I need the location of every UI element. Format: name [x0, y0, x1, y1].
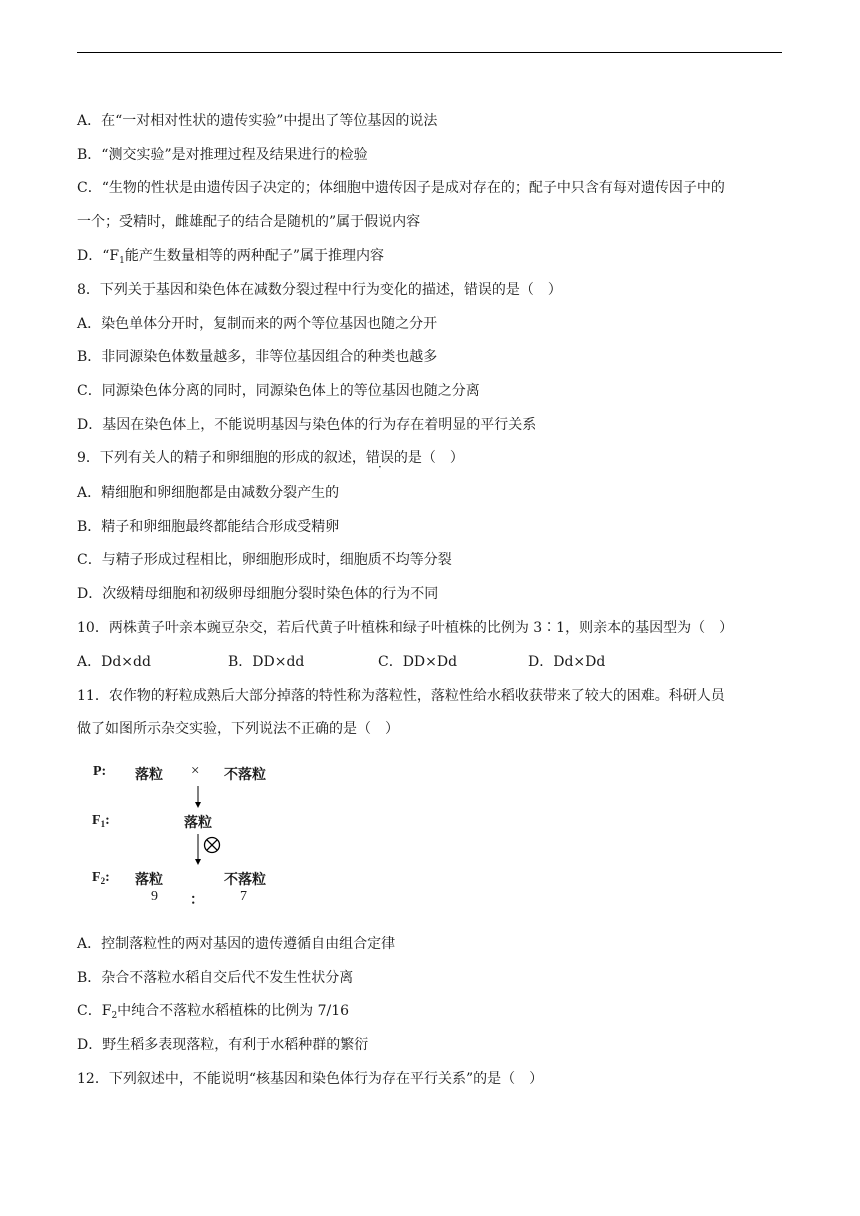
- q7-option-d-sub: 1: [119, 256, 125, 266]
- p-left-phenotype: 落粒: [135, 768, 163, 783]
- q10-option-a[interactable]: A．Dd×dd: [77, 654, 151, 670]
- f2-ratio-left: 9: [151, 889, 158, 904]
- q7-option-b[interactable]: B．“测交实验”是对推理过程及结果进行的检验: [77, 147, 368, 163]
- q11-stem-line1: 11．农作物的籽粒成熟后大部分掉落的特性称为落粒性，落粒性给水稻收获带来了较大的困难。科研人员: [77, 688, 725, 704]
- selfing-symbol-icon: [205, 838, 220, 853]
- q7-option-c-line2[interactable]: 一个；受精时，雌雄配子的结合是随机的”属于假说内容: [77, 214, 421, 230]
- cross-diagram: [90, 760, 290, 910]
- q8-option-b[interactable]: B．非同源染色体数量越多，非等位基因组合的种类也越多: [77, 349, 438, 365]
- q9-option-d[interactable]: D．次级精母细胞和初级卵母细胞分裂时染色体的行为不同: [77, 586, 439, 602]
- q11-option-b[interactable]: B．杂合不落粒水稻自交后代不发生性状分离: [77, 970, 354, 986]
- f2-generation-label: $F_2$:: [92, 870, 110, 886]
- p-right-phenotype: 不落粒: [224, 768, 266, 783]
- q11-option-c[interactable]: [77, 1001, 349, 1026]
- q7-option-c-line1[interactable]: C．“生物的性状是由遗传因子决定的；体细胞中遗传因子是成对存在的；配子中只含有每对遗传因子中的: [77, 180, 725, 196]
- f1-phenotype: 落粒: [184, 816, 212, 831]
- q10-option-d[interactable]: D．Dd×Dd: [528, 654, 606, 670]
- q9-stem: [77, 448, 464, 468]
- q12-stem: 12．下列叙述中，不能说明“核基因和染色体行为存在平行关系”的是（ ）: [77, 1071, 544, 1087]
- q11-option-a[interactable]: A．控制落粒性的两对基因的遗传遵循自由组合定律: [77, 936, 396, 952]
- f2-left-phenotype: 落粒: [135, 873, 163, 888]
- q10-option-c[interactable]: C．DD×Dd: [378, 654, 458, 670]
- q8-stem: 8．下列关于基因和染色体在减数分裂过程中行为变化的描述，错误的是（ ）: [77, 282, 562, 298]
- q11-stem-line2: 做了如图所示杂交实验，下列说法不正确的是（ ）: [77, 721, 399, 737]
- q7-option-a[interactable]: A．在“一对相对性状的遗传实验”中提出了等位基因的说法: [77, 113, 438, 129]
- q9-option-b[interactable]: B．精子和卵细胞最终都能结合形成受精卵: [77, 519, 340, 535]
- q10-option-b[interactable]: B．DD×dd: [228, 654, 305, 670]
- q11-option-d[interactable]: D．野生稻多表现落粒，有利于水稻种群的繁衍: [77, 1037, 369, 1053]
- q9-stem-emphasis: 错误: [365, 450, 394, 466]
- q9-stem-post: 的是（ ）: [393, 450, 464, 466]
- q7-option-d[interactable]: [77, 246, 384, 271]
- q8-option-c[interactable]: C．同源染色体分离的同时，同源染色体上的等位基因也随之分离: [77, 383, 480, 399]
- f2-right-phenotype: 不落粒: [224, 873, 266, 888]
- p-generation-label: P:: [93, 764, 107, 779]
- q7-option-d-pre: D．“F: [77, 248, 120, 264]
- q10-options: [77, 652, 605, 672]
- f2-ratio-right: 7: [240, 889, 247, 904]
- q9-option-c[interactable]: C．与精子形成过程相比，卵细胞形成时，细胞质不均等分裂: [77, 552, 452, 568]
- q7-option-d-post: 能产生数量相等的两种配子”属于推理内容: [124, 248, 384, 264]
- q11-option-c-post: 中纯合不落粒水稻植株的比例为 7/16: [117, 1003, 350, 1019]
- q8-option-d[interactable]: D．基因在染色体上，不能说明基因与染色体的行为存在着明显的平行关系: [77, 417, 537, 433]
- f1-generation-label: $F_1$:: [92, 813, 110, 829]
- f2-ratio-separator: ：: [190, 893, 204, 908]
- q11-option-c-pre: C．F: [77, 1003, 112, 1019]
- q9-stem-pre: 9．下列有关人的精子和卵细胞的形成的叙述，: [77, 450, 366, 466]
- header-rule: [77, 52, 782, 53]
- q10-stem: 10．两株黄子叶亲本豌豆杂交，若后代黄子叶植株和绿子叶植株的比例为 3∶1，则亲本的基因型为（ ）: [77, 620, 734, 636]
- q9-option-a[interactable]: A．精细胞和卵细胞都是由减数分裂产生的: [77, 485, 340, 501]
- q11-option-c-sub: 2: [111, 1011, 118, 1021]
- cross-symbol: ×: [191, 763, 200, 779]
- q8-option-a[interactable]: A．染色单体分开时，复制而来的两个等位基因也随之分开: [77, 316, 438, 332]
